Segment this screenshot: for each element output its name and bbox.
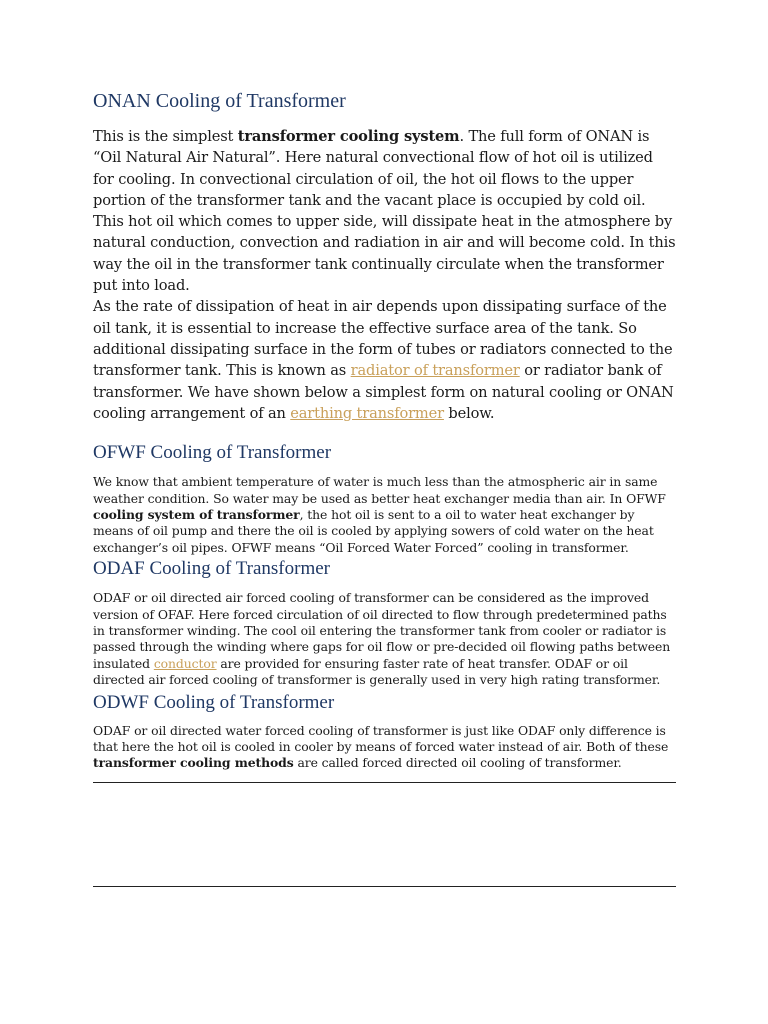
text-run: , the hot oil is sent to a oil to water heat exchanger by means of oil pump and there the oil is cooled by applying sowers of cold water on the heat exchanger’s oil pipes. OFWF means “Oil Forced Water Forced” cooling in transformer. [93, 506, 654, 555]
text-run: We know that ambient temperature of water is much less than the atmospheric air in same weather condition. So water may be used as better heat exchanger media than air. In OFWF [93, 474, 666, 506]
earthing-transformer-link[interactable]: earthing transformer [290, 404, 444, 422]
text-run: . The full form of ONAN is “Oil Natural Air Natural”. Here natural convectional flow of hot oil is utilized for cooling. In convectional circulation of oil, the hot oil flows to the upper portion of the transformer tank and the vacant place is occupied by cold oil. This hot oil which comes to upper side, will dissipate heat in the atmosphere by natural conduction, convection and radiation in air and will become cold. In this way the oil in the transformer tank continually circulate when the transformer put into load. [93, 128, 676, 295]
ofwf-paragraph [93, 474, 677, 556]
odaf-paragraph [93, 590, 677, 688]
text-run: are provided for ensuring faster rate of heat transfer. ODAF or oil directed air forced cooling of transformer is generally used in very high rating transformer. [93, 655, 661, 688]
onan-heading: ONAN Cooling of Transformer [93, 90, 346, 112]
odwf-heading: ODWF Cooling of Transformer [93, 691, 335, 713]
conductor-link[interactable]: conductor [153, 655, 217, 671]
ofwf-heading: OFWF Cooling of Transformer [93, 442, 332, 464]
divider-line [93, 782, 676, 783]
text-run: below. [443, 404, 495, 422]
bold-term: cooling system of transformer [93, 506, 300, 522]
odwf-paragraph [93, 723, 677, 772]
text-run: ODAF or oil directed air forced cooling of transformer can be considered as the improved version of OFAF. Here forced circulation of oil directed to flow through predetermined paths in transformer winding. The cool oil entering the transformer tank from cooler or radiator is passed through the winding where gaps for oil flow or pre-decided oil flowing paths between insulated [93, 590, 671, 671]
radiator-of-transformer-link[interactable]: radiator of transformer [350, 362, 520, 380]
text-run: are called forced directed oil cooling of transformer. [293, 755, 622, 771]
divider-line [93, 886, 676, 887]
document-body [93, 86, 677, 772]
odaf-heading: ODAF Cooling of Transformer [93, 558, 330, 580]
onan-paragraph-1 [93, 126, 677, 296]
onan-paragraph-2 [93, 296, 677, 424]
text-run: ODAF or oil directed water forced cooling of transformer is just like ODAF only difference is that here the hot oil is cooled in cooler by means of forced water instead of air. Both of these [93, 722, 669, 755]
bold-term: transformer cooling methods [93, 755, 294, 771]
text-run: or radiator bank of transformer. We have shown below a simplest form on natural cooling or ONAN cooling arrangement of an [93, 362, 674, 422]
text-run: As the rate of dissipation of heat in air depends upon dissipating surface of the oil tank, it is essential to increase the effective surface area of the tank. So additional dissipating surface in the form of tubes or radiators connected to the transformer tank. This is known as [93, 298, 673, 380]
text-run: This is the simplest [93, 128, 238, 145]
bold-term: transformer cooling system [237, 128, 460, 145]
